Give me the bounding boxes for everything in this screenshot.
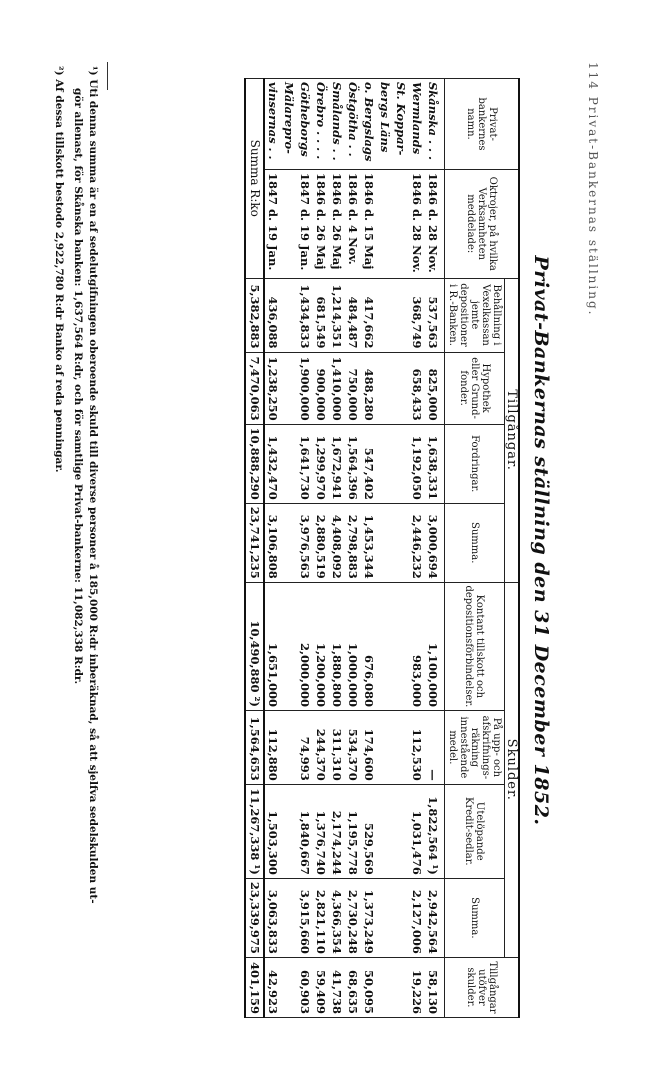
cell-hypotek: 1,238,250 (264, 352, 281, 424)
cell-upp-och-afskrifning: 174,600 (361, 711, 377, 785)
running-head: 114 Privat-Bankernas ställning. (586, 62, 600, 317)
cell-tillgangar-utofver (393, 957, 409, 1017)
cell-behallning: 368,749 (409, 278, 425, 352)
sum-tillgangar-utofver: 401,159 (245, 957, 264, 1017)
cell-summa-assets (393, 503, 409, 582)
cell-summa-debts: 3,915,660 (297, 878, 313, 957)
bank-statement-table (244, 78, 520, 1018)
cell-summa-assets: 2,446,232 (409, 503, 425, 582)
table-row (393, 79, 409, 1018)
sum-summa-assets: 23,741,235 (245, 503, 264, 582)
cell-summa-assets (281, 503, 297, 582)
cell-fordringar (377, 424, 393, 503)
cell-tillgangar-utofver: 50,095 (361, 957, 377, 1017)
cell-bank: Götheborgs (297, 79, 313, 170)
cell-behallning: 1,434,833 (297, 278, 313, 352)
cell-utelopande (281, 784, 297, 878)
table-row (264, 79, 281, 1018)
sum-utelopande: 11,267,338 ¹) (245, 784, 264, 878)
table-row (409, 79, 425, 1018)
cell-upp-och-afskrifning: 311,310 (329, 711, 345, 785)
cell-hypotek (393, 352, 409, 424)
cell-bank: Smålands . . (329, 79, 345, 170)
cell-tillgangar-utofver: 41,738 (329, 957, 345, 1017)
cell-hypotek: 658,433 (409, 352, 425, 424)
sum-row (245, 79, 264, 1018)
header-bank: Privat-bankernes namn. (445, 79, 520, 170)
cell-utelopande: 1,822,564 ¹) (425, 784, 445, 878)
cell-summa-debts (281, 878, 297, 957)
cell-summa-debts: 2,821,110 (313, 878, 329, 957)
cell-tillgangar-utofver: 42,923 (264, 957, 281, 1017)
cell-hypotek: 750,000 (345, 352, 361, 424)
cell-kontant (393, 582, 409, 710)
cell-upp-och-afskrifning (281, 711, 297, 785)
cell-octroi: 1846 d. 26 Maj (313, 170, 329, 279)
table-row (313, 79, 329, 1018)
cell-bank: Mälarepro- (281, 79, 297, 170)
cell-kontant: 1,880,800 (329, 582, 345, 710)
cell-behallning (281, 278, 297, 352)
footnote (51, 66, 66, 1026)
cell-kontant: 676,080 (361, 582, 377, 710)
table-row (425, 79, 445, 1018)
table-body (245, 79, 445, 1018)
cell-fordringar: 1,432,470 (264, 424, 281, 503)
cell-summa-debts: 2,942,564 (425, 878, 445, 957)
cell-utelopande: 1,031,476 (409, 784, 425, 878)
cell-fordringar (393, 424, 409, 503)
cell-behallning: 484,487 (345, 278, 361, 352)
cell-bank: bergs Läns (377, 79, 393, 170)
footnote-line: ¹) Uti denna summa är en af sedelutgifningen oberoende skuld till diverse personer å 185,000 R:dr inberäknad, så att sjelfva sedelskulden ut- (87, 66, 99, 904)
cell-bank: Skånska . . . (425, 79, 445, 170)
cell-fordringar: 1,299,970 (313, 424, 329, 503)
cell-tillgangar-utofver (377, 957, 393, 1017)
cell-utelopande (393, 784, 409, 878)
cell-octroi (281, 170, 297, 279)
header-tillgangar-utofver: Tillgångar utöfver skulder. (445, 957, 520, 1017)
sum-upp-och-afskrifning: 1,564,653 (245, 711, 264, 785)
footnote (70, 66, 100, 1026)
cell-octroi: 1846 d. 28 Nov. (425, 170, 445, 279)
cell-summa-assets: 4,408,092 (329, 503, 345, 582)
cell-kontant (377, 582, 393, 710)
cell-tillgangar-utofver: 68,635 (345, 957, 361, 1017)
cell-tillgangar-utofver: 58,130 (425, 957, 445, 1017)
cell-fordringar: 547,402 (361, 424, 377, 503)
sum-label: Summa R:ko (245, 79, 264, 279)
cell-upp-och-afskrifning: 534,370 (345, 711, 361, 785)
cell-behallning (393, 278, 409, 352)
cell-octroi (393, 170, 409, 279)
cell-kontant: 1,200,000 (313, 582, 329, 710)
cell-tillgangar-utofver (281, 957, 297, 1017)
cell-octroi: 1847 d. 19 Jan. (297, 170, 313, 279)
cell-utelopande (377, 784, 393, 878)
footnote-line: ²) Af dessa tillskott bestodo 2,922,780 R:dr Banko af reda penningar. (53, 66, 65, 473)
cell-summa-debts: 4,366,354 (329, 878, 345, 957)
cell-kontant: 1,651,000 (264, 582, 281, 710)
cell-summa-debts (393, 878, 409, 957)
cell-kontant: 983,000 (409, 582, 425, 710)
cell-upp-och-afskrifning: 112,530 (409, 711, 425, 785)
cell-utelopande: 1,195,778 (345, 784, 361, 878)
header-upp-och-afskrifning: På upp- och afskrifnings-räkning innestående medel. (445, 711, 505, 785)
cell-upp-och-afskrifning: 74,993 (297, 711, 313, 785)
header-fordringar: Fordringar. (445, 424, 505, 503)
cell-bank: Örebro . . . . (313, 79, 329, 170)
cell-kontant: 1,100,000 (425, 582, 445, 710)
cell-hypotek: 825,000 (425, 352, 445, 424)
cell-upp-och-afskrifning (377, 711, 393, 785)
cell-octroi: 1847 d. 19 Jan. (264, 170, 281, 279)
cell-bank: Östgötha . . (345, 79, 361, 170)
cell-summa-debts (377, 878, 393, 957)
cell-summa-assets: 2,798,883 (345, 503, 361, 582)
cell-summa-debts: 2,127,006 (409, 878, 425, 957)
cell-behallning: 537,563 (425, 278, 445, 352)
cell-summa-assets: 1,453,344 (361, 503, 377, 582)
cell-utelopande: 1,840,667 (297, 784, 313, 878)
cell-octroi: 1846 d. 4 Nov. (345, 170, 361, 279)
cell-behallning: 681,549 (313, 278, 329, 352)
cell-summa-assets: 3,106,808 (264, 503, 281, 582)
cell-tillgangar-utofver: 59,409 (313, 957, 329, 1017)
cell-hypotek (377, 352, 393, 424)
header-summa-assets: Summa. (445, 503, 505, 582)
header-group-debts: Skulder. (505, 582, 520, 957)
header-group-assets: Tillgångar. (505, 278, 520, 582)
cell-behallning (377, 278, 393, 352)
cell-hypotek: 488,280 (361, 352, 377, 424)
table-row (329, 79, 345, 1018)
header-hypotek: Hypothek eller Grund-fonder. (445, 352, 505, 424)
cell-octroi: 1846 d. 26 Maj (329, 170, 345, 279)
cell-summa-assets: 3,976,563 (297, 503, 313, 582)
cell-kontant: 1,000,000 (345, 582, 361, 710)
cell-summa-debts: 2,730,248 (345, 878, 361, 957)
table-row (377, 79, 393, 1018)
cell-fordringar: 1,641,730 (297, 424, 313, 503)
header-utelopande: Utelöpande Kredit-sedlar. (445, 784, 505, 878)
header-octroi: Oktrojer, på hvilka Verksamheten meddelade: (445, 170, 520, 279)
table-row (281, 79, 297, 1018)
sum-summa-debts: 23,339,975 (245, 878, 264, 957)
footnotes (47, 66, 100, 1026)
cell-behallning: 436,088 (264, 278, 281, 352)
cell-tillgangar-utofver: 60,903 (297, 957, 313, 1017)
cell-summa-debts: 1,373,249 (361, 878, 377, 957)
table-row (361, 79, 377, 1018)
cell-hypotek: 1,410,000 (329, 352, 345, 424)
cell-summa-assets: 3,000,694 (425, 503, 445, 582)
cell-upp-och-afskrifning: — (425, 711, 445, 785)
cell-summa-assets: 2,880,519 (313, 503, 329, 582)
cell-hypotek: 900,000 (313, 352, 329, 424)
cell-hypotek (281, 352, 297, 424)
cell-octroi: 1846 d. 15 Maj (361, 170, 377, 279)
cell-utelopande: 1,376,740 (313, 784, 329, 878)
cell-behallning: 1,214,351 (329, 278, 345, 352)
cell-summa-assets (377, 503, 393, 582)
cell-octroi: 1846 d. 28 Nov. (409, 170, 425, 279)
cell-fordringar: 1,672,941 (329, 424, 345, 503)
cell-tillgangar-utofver: 19,226 (409, 957, 425, 1017)
footnote-continuation: gör allenast, för Skånska banken: 1,637,564 R:dr, och för samtlige Privat-bankerne: 11,082,338 R:dr. (72, 88, 84, 685)
cell-utelopande: 1,503,300 (264, 784, 281, 878)
cell-bank: Wermlands (409, 79, 425, 170)
cell-fordringar: 1,192,050 (409, 424, 425, 503)
sum-behallning: 5,382,883 (245, 278, 264, 352)
cell-hypotek: 1,900,000 (297, 352, 313, 424)
table-row (345, 79, 361, 1018)
header-kontant: Kontant tillskott och depositionsförbindelser. (445, 582, 505, 710)
cell-bank: St. Koppar- (393, 79, 409, 170)
footnote-rule (107, 62, 108, 90)
sum-kontant: 10,490,880 ²) (245, 582, 264, 710)
cell-fordringar: 1,638,331 (425, 424, 445, 503)
cell-bank: o. Bergslags (361, 79, 377, 170)
cell-fordringar (281, 424, 297, 503)
cell-bank: vinsernas . . (264, 79, 281, 170)
cell-octroi (377, 170, 393, 279)
cell-upp-och-afskrifning: 112,880 (264, 711, 281, 785)
cell-utelopande: 529,569 (361, 784, 377, 878)
sum-hypotek: 7,470,063 (245, 352, 264, 424)
cell-fordringar: 1,564,396 (345, 424, 361, 503)
header-summa-debts: Summa. (445, 878, 505, 957)
cell-summa-debts: 3,063,833 (264, 878, 281, 957)
cell-kontant (281, 582, 297, 710)
cell-upp-och-afskrifning (393, 711, 409, 785)
cell-utelopande: 2,174,244 (329, 784, 345, 878)
sum-fordringar: 10,888,290 (245, 424, 264, 503)
cell-upp-och-afskrifning: 244,370 (313, 711, 329, 785)
cell-behallning: 417,662 (361, 278, 377, 352)
cell-kontant: 2,000,000 (297, 582, 313, 710)
page-title: Privat-Bankernas ställning den 31 December 1852. (530, 255, 552, 826)
header-behallning: Behållning i Vexelkassan jemte depositioner i R.-Banken. (445, 278, 505, 352)
table-row (297, 79, 313, 1018)
